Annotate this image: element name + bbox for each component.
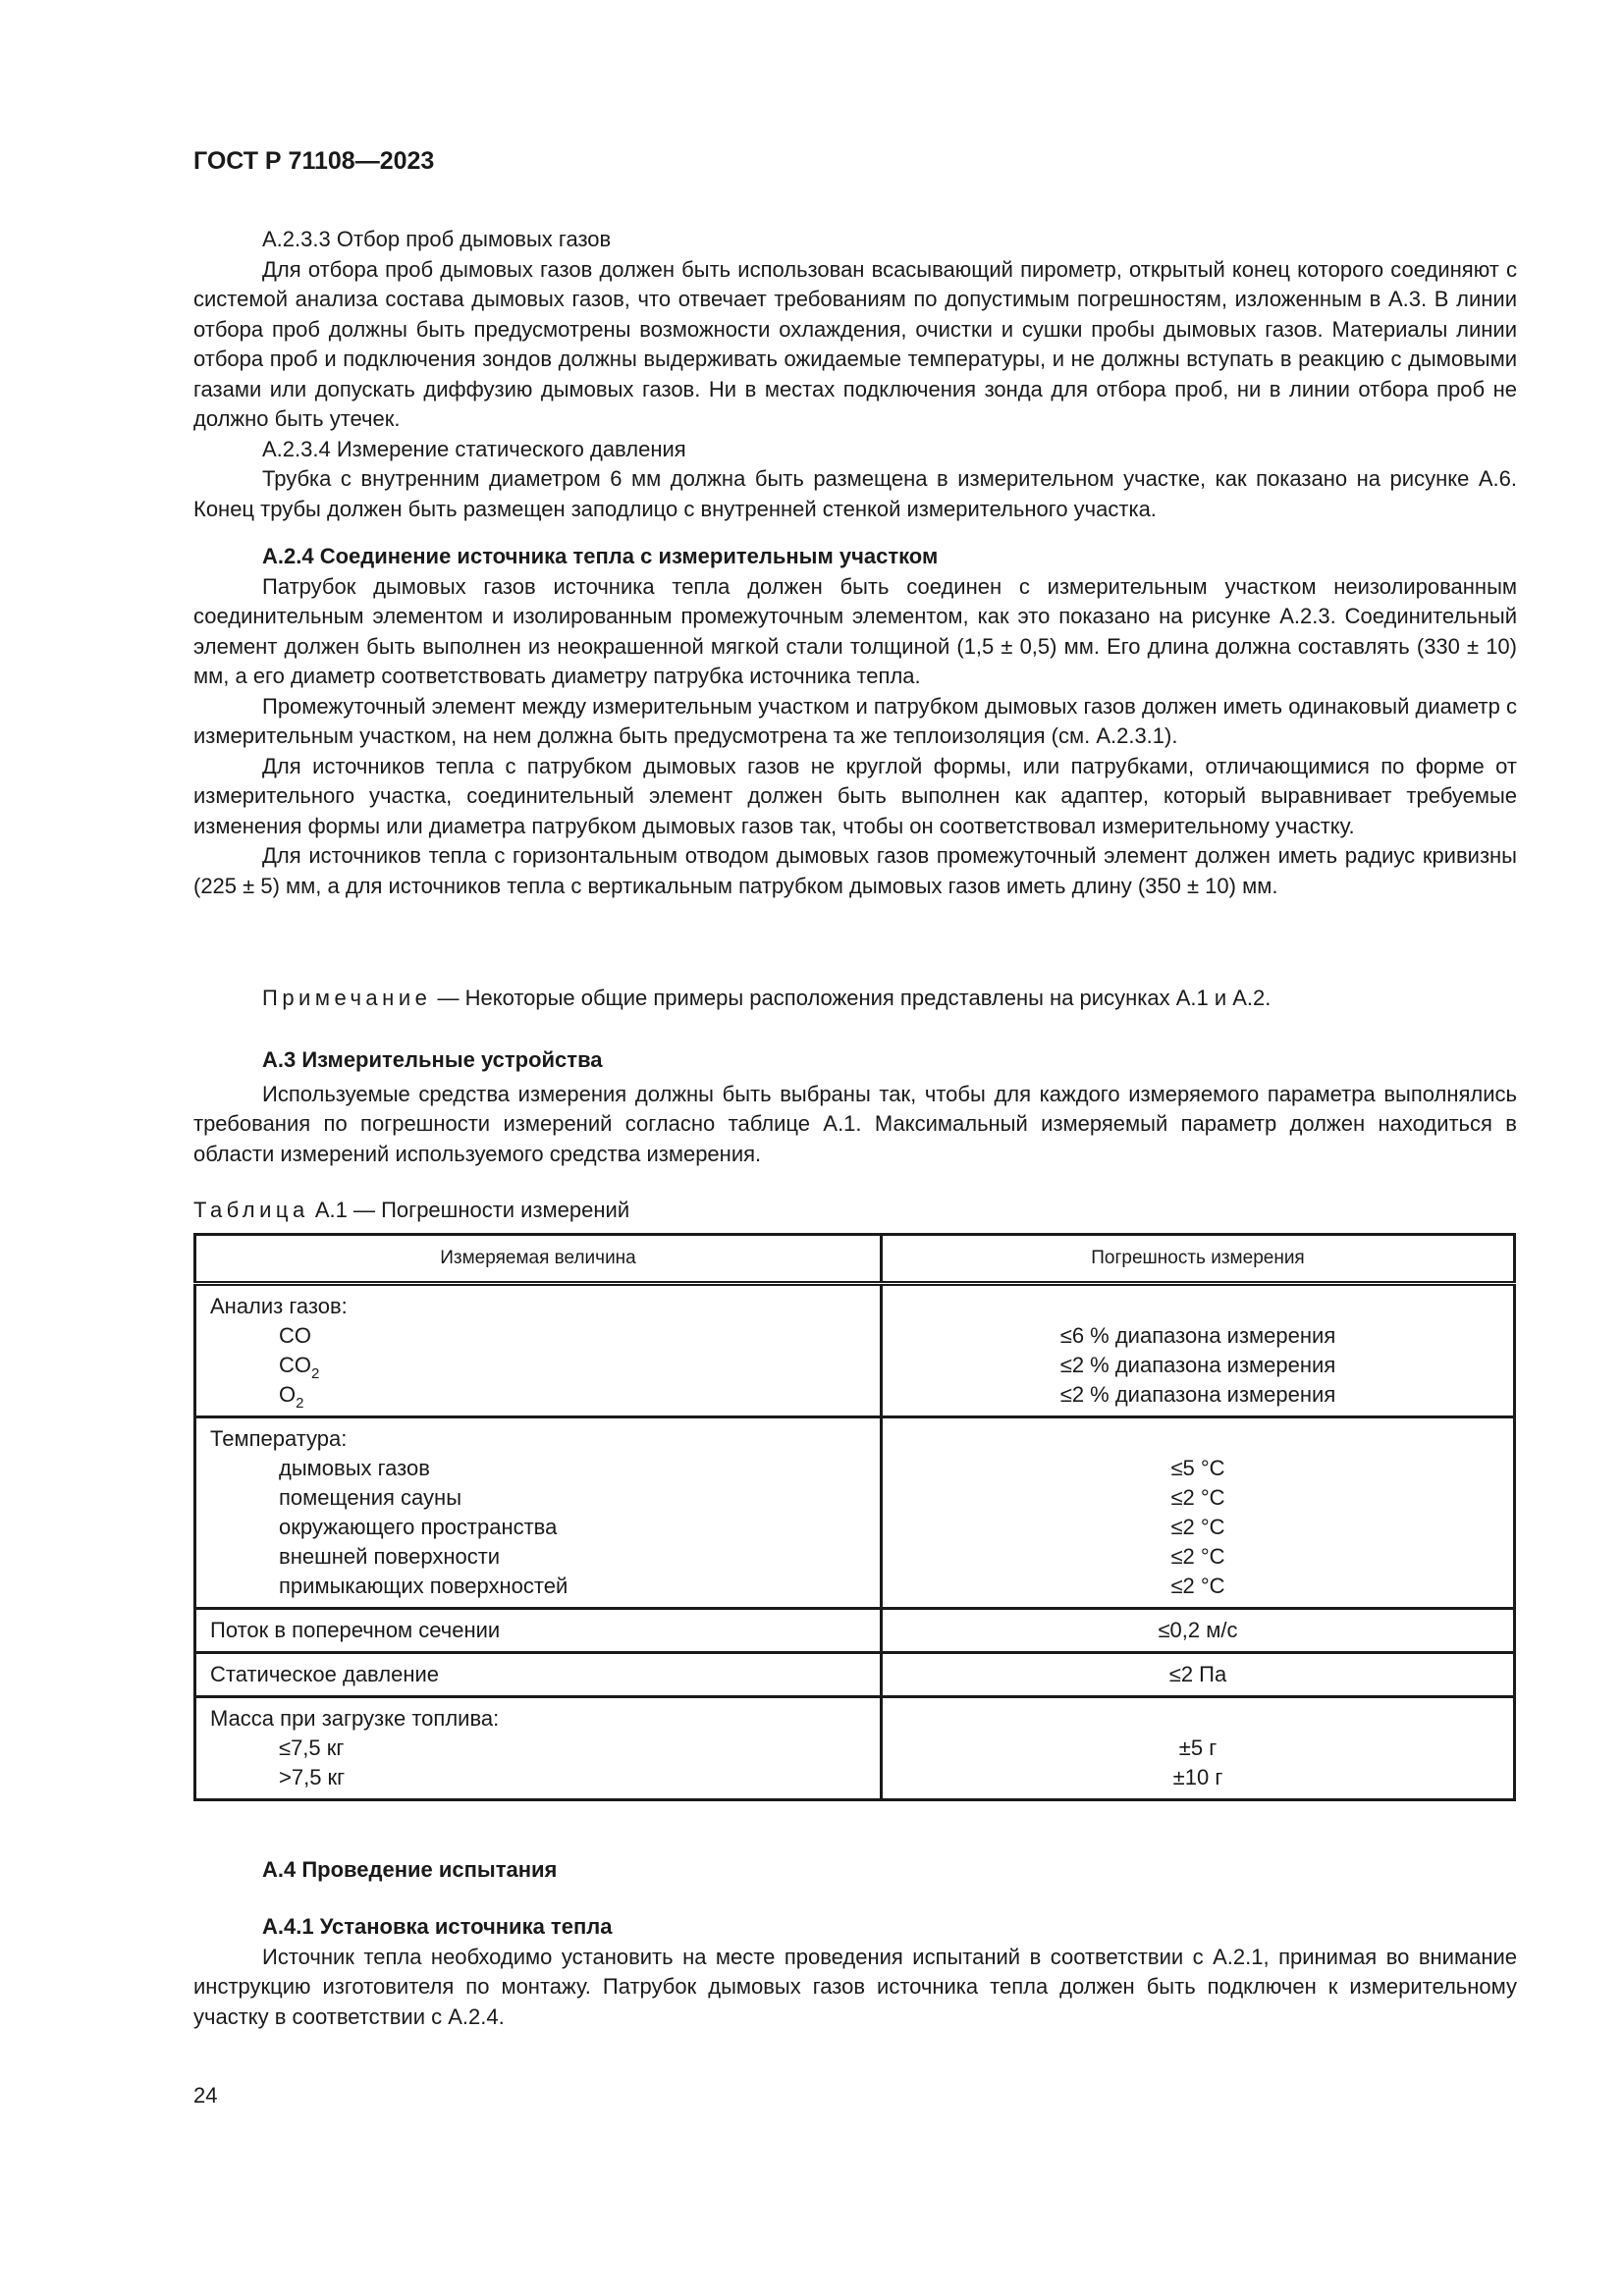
- cell-value: ≤6 % диапазона измерения: [1059, 1323, 1336, 1348]
- section-a24-paragraph-3: Для источников тепла с патрубком дымовых газов не круглой формы, или патрубками, отличающимися по форме от измерительного участка, соединительный элемент должен быть выполнен как адаптер, который выравнивает требуемые изменения формы или диаметра патрубком дымовых газов так, чтобы он соответствовал измерительному участку.: [193, 753, 1517, 838]
- section-a4-title: А.4 Проведение испытания: [262, 1857, 558, 1882]
- table-caption-text: А.1 — Погрешности измерений: [308, 1198, 630, 1222]
- section-a3-paragraph: Используемые средства измерения должны быть выбраны так, чтобы для каждого измеряемого параметра выполнялись требования по погрешности измерений согласно таблице А.1. Максимальный измеряемый параметр должен находиться в области измерений используемого средства измерения.: [193, 1081, 1517, 1166]
- document-header: ГОСТ Р 71108—2023: [193, 147, 435, 175]
- row-item-co2: $CO_2$: [279, 1353, 320, 1382]
- cell-value: ≤5 °C: [1170, 1456, 1225, 1480]
- section-a24-paragraph-2: Промежуточный элемент между измерительным участком и патрубком дымовых газов должен иметь одинаковый диаметр с измерительным участком, на нем должна быть предусмотрена та же теплоизоляция (см. А.2.3.1).: [193, 693, 1517, 748]
- row-item: ≤7,5 кг: [279, 1735, 345, 1760]
- column-header-quantity: Измеряемая величина: [195, 1235, 882, 1284]
- row-item: >7,5 кг: [279, 1765, 346, 1789]
- cell-value: ≤0,2 м/с: [1158, 1618, 1238, 1642]
- page-number: 24: [193, 2083, 218, 2108]
- table-row-gas-analysis: [195, 1284, 1515, 1417]
- note-text: — Некоторые общие примеры расположения представлены на рисунках А.1 и А.2.: [431, 986, 1272, 1010]
- section-a24-paragraph-1: Патрубок дымовых газов источника тепла должен быть соединен с измерительным участком неизолированным соединительным элементом и изолированным промежуточным элементом, как это показано на рисунке А.2.3. Соединительный элемент должен быть выполнен из неокрашенной мягкой стали толщиной (1,5 ± 0,5) мм. Его длина должна составлять (330 ± 10) мм, а его диаметр соответствовать диаметру патрубка источника тепла.: [193, 573, 1517, 688]
- table-caption: [193, 1196, 1517, 1225]
- row-item: помещения сауны: [279, 1485, 462, 1510]
- row-label: Поток в поперечном сечении: [210, 1618, 501, 1642]
- cell-value: ≤2 Па: [1168, 1662, 1227, 1686]
- section-a233-title: А.2.3.3 Отбор проб дымовых газов: [262, 227, 612, 251]
- measurement-error-table: [193, 1233, 1516, 1801]
- row-item: окружающего пространства: [279, 1515, 558, 1539]
- table-row-flow: [195, 1609, 1515, 1653]
- table-header-row: [195, 1235, 1515, 1284]
- column-header-error: Погрешность измерения: [882, 1235, 1515, 1284]
- cell-value: ≤2 °C: [1170, 1515, 1225, 1539]
- table-row-static-pressure: [195, 1653, 1515, 1697]
- cell-value: ≤2 °C: [1170, 1574, 1225, 1598]
- cell-value: ±5 г: [1178, 1735, 1218, 1760]
- note: [193, 984, 1517, 1014]
- table-row-fuel-mass: [195, 1697, 1515, 1800]
- row-item-co: CO: [279, 1323, 311, 1348]
- cell-value: ≤2 % диапазона измерения: [1059, 1382, 1336, 1407]
- row-item: внешней поверхности: [279, 1544, 501, 1569]
- row-item-o2: $O_2$: [279, 1382, 304, 1412]
- table-row-temperature: [195, 1417, 1515, 1609]
- row-group-label: Температура:: [210, 1426, 348, 1451]
- cell-value: ±10 г: [1172, 1765, 1223, 1789]
- body-top: [193, 225, 1517, 524]
- table-caption-label: Таблица: [193, 1198, 309, 1222]
- section-a24-title: А.2.4 Соединение источника тепла с измерительным участком: [262, 544, 939, 568]
- cell-value: ≤2 % диапазона измерения: [1059, 1353, 1336, 1377]
- section-a24-paragraph-4: Для источников тепла с горизонтальным отводом дымовых газов промежуточный элемент должен иметь радиус кривизны (225 ± 5) мм, а для источников тепла с вертикальным патрубком дымовых газов иметь длину (350 ± 10) мм.: [193, 843, 1517, 898]
- cell-value: ≤2 °C: [1170, 1544, 1225, 1569]
- body-a4: [193, 1855, 1517, 1886]
- row-item: дымовых газов: [279, 1456, 430, 1480]
- cell-value: ≤2 °C: [1170, 1485, 1225, 1510]
- section-a233-paragraph: Для отбора проб дымовых газов должен быть использован всасывающий пирометр, открытый конец которого соединяют с системой анализа состава дымовых газов, что отвечает требованиям по допустимым погрешностям, изложенным в А.3. В линии отбора проб должны быть предусмотрены возможности охлаждения, очистки и сушки пробы дымовых газов. Материалы линии отбора проб и подключения зондов должны выдерживать ожидаемые температуры, и не должны вступать в реакцию с дымовыми газами или допускать диффузию дымовых газов. Ни в местах подключения зонда для отбора проб, ни в линии отбора проб не должно быть утечек.: [193, 256, 1517, 431]
- section-a234-title: А.2.3.4 Измерение статического давления: [262, 436, 686, 461]
- note-label: Примечание: [262, 986, 432, 1010]
- section-a41-title: А.4.1 Установка источника тепла: [262, 1914, 613, 1939]
- body-a41: [193, 1912, 1517, 2032]
- row-group-label: Масса при загрузке топлива:: [210, 1706, 500, 1731]
- section-a3-title: А.3 Измерительные устройства: [262, 1047, 603, 1072]
- body-a3: [193, 1045, 1517, 1169]
- body-a24: [193, 542, 1517, 901]
- row-group-label: Анализ газов:: [210, 1294, 348, 1318]
- note-block: [193, 984, 1517, 1014]
- row-item: примыкающих поверхностей: [279, 1574, 568, 1598]
- section-a234-paragraph: Трубка с внутренним диаметром 6 мм должна быть размещена в измерительном участке, как показано на рисунке А.6. Конец трубы должен быть размещен заподлицо с внутренней стенкой измерительного участка.: [193, 466, 1517, 521]
- section-a41-paragraph: Источник тепла необходимо установить на месте проведения испытаний в соответствии с А.2.1, принимая во внимание инструкцию изготовителя по монтажу. Патрубок дымовых газов источника тепла должен быть подключен к измерительному участку в соответствии с А.2.4.: [193, 1944, 1517, 2029]
- row-label: Статическое давление: [210, 1662, 439, 1686]
